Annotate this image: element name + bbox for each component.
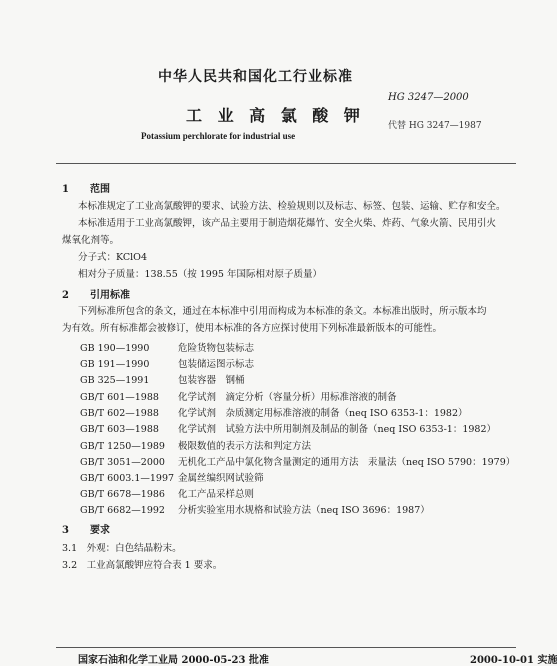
reference-title: 化学试剂 滴定分析（容量分析）用标准溶液的制备 xyxy=(178,392,397,403)
section-1-paragraph-2-line-2: 煤氧化剂等。 xyxy=(62,235,120,246)
section-2-intro-line-1: 下列标准所包含的条文，通过在本标准中引用而构成为本标准的条文。本标准出版时，所示版本均 xyxy=(78,306,487,317)
section-2-heading xyxy=(62,286,130,301)
reference-item xyxy=(80,421,496,435)
reference-item xyxy=(80,438,311,452)
reference-title: 极限数值的表示方法和判定方法 xyxy=(178,441,312,452)
reference-title: 化工产品采样总则 xyxy=(178,489,255,500)
reference-item xyxy=(80,389,397,403)
reference-item xyxy=(80,454,515,468)
reference-code: GB/T 602—1988 xyxy=(80,408,159,419)
section-title: 要求 xyxy=(90,525,110,536)
molecular-formula: 分子式：KClO4 xyxy=(78,252,147,263)
reference-title: 包装储运图示标志 xyxy=(178,359,255,370)
reference-title: 危险货物包装标志 xyxy=(178,343,255,354)
section-1-paragraph-1: 本标准规定了工业高氯酸钾的要求、试验方法、检验规则以及标志、标签、包装、运输、贮存和安全。 xyxy=(78,201,506,212)
standard-number: HG 3247—2000 xyxy=(388,92,469,103)
header-divider xyxy=(56,163,516,164)
reference-item xyxy=(80,502,430,516)
reference-title: 化学试剂 杂质测定用标准溶液的制备（neq ISO 6353-1：1982） xyxy=(178,408,468,419)
reference-code: GB/T 6003.1—1997 xyxy=(80,473,175,484)
section-3-heading xyxy=(62,521,110,536)
requirement-3-1: 3.1 外观：白色结晶粉末。 xyxy=(62,543,182,554)
section-number: 3 xyxy=(62,525,69,536)
document-title: 工 业 高 氯 酸 钾 xyxy=(186,106,365,125)
reference-title: 分析实验室用水规格和试验方法（neq ISO 3696：1987） xyxy=(178,505,430,516)
reference-code: GB 190—1990 xyxy=(80,343,150,354)
organization-title: 中华人民共和国化工行业标准 xyxy=(158,69,353,85)
reference-title: 化学试剂 试验方法中所用制剂及制品的制备（neq ISO 6353-1：1982） xyxy=(178,424,497,435)
reference-code: GB/T 3051—2000 xyxy=(80,457,165,468)
footer-divider xyxy=(56,647,516,648)
document-title-english: Potassium perchlorate for industrial use xyxy=(141,131,296,141)
implementation-date: 2000-10-01 实施 xyxy=(470,655,557,666)
section-2-intro-line-2: 为有效。所有标准都会被修订，使用本标准的各方应探讨使用下列标准最新版本的可能性。 xyxy=(62,323,443,334)
reference-item xyxy=(80,372,245,386)
reference-item xyxy=(80,405,468,419)
section-title: 引用标准 xyxy=(90,290,130,301)
section-number: 1 xyxy=(62,184,69,195)
section-title: 范围 xyxy=(90,184,110,195)
reference-code: GB/T 603—1988 xyxy=(80,424,159,435)
reference-code: GB 325—1991 xyxy=(80,375,150,386)
section-number: 2 xyxy=(62,290,69,301)
requirement-3-2: 3.2 工业高氯酸钾应符合表 1 要求。 xyxy=(62,560,223,571)
reference-item xyxy=(80,340,254,354)
reference-title: 金属丝编织网试验筛 xyxy=(178,473,264,484)
reference-title: 包装容器 钢桶 xyxy=(178,375,245,386)
reference-code: GB/T 1250—1989 xyxy=(80,441,165,452)
reference-code: GB 191—1990 xyxy=(80,359,150,370)
reference-code: GB/T 601—1988 xyxy=(80,392,159,403)
reference-code: GB/T 6678—1986 xyxy=(80,489,165,500)
reference-title: 无机化工产品中氯化物含量测定的通用方法 汞量法（neq ISO 5790：1979） xyxy=(178,457,516,468)
molar-mass: 相对分子质量：138.55（按 1995 年国际相对原子质量） xyxy=(78,269,322,280)
section-1-paragraph-2-line-1: 本标准适用于工业高氯酸钾，该产品主要用于制造烟花爆竹、安全火柴、炸药、气象火箭、民用引火 xyxy=(78,218,497,229)
section-1-heading xyxy=(62,180,110,195)
reference-code: GB/T 6682—1992 xyxy=(80,505,165,516)
replaces-standard: 代替 HG 3247—1987 xyxy=(388,121,482,131)
reference-item xyxy=(80,356,254,370)
reference-item xyxy=(80,470,264,484)
approval-line: 国家石油和化学工业局 2000-05-23 批准 xyxy=(78,655,269,666)
reference-item xyxy=(80,486,254,500)
